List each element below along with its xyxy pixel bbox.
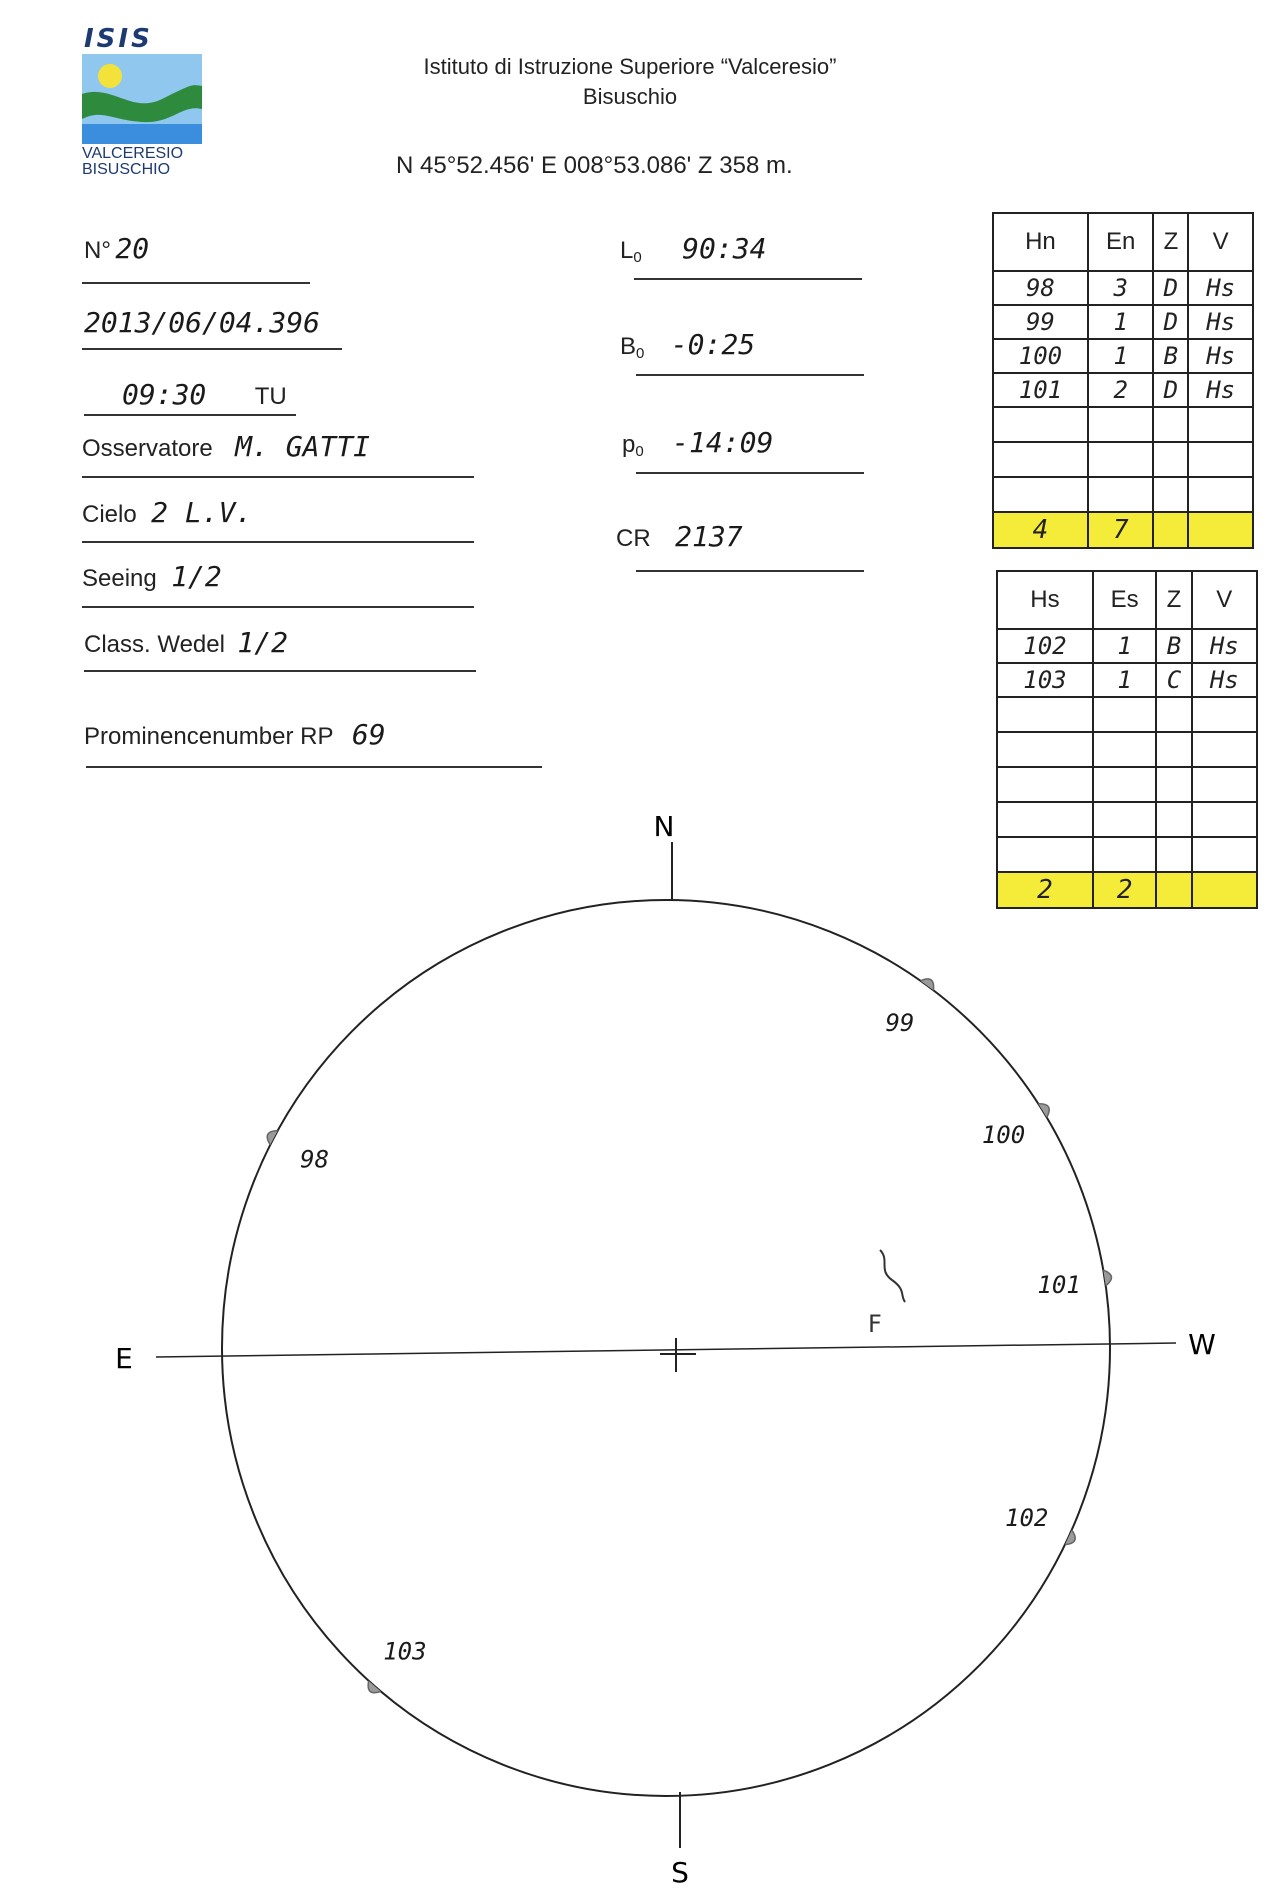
sky-field [82,496,252,529]
table-row: 98 3 D Hs [993,271,1253,305]
p0-field: $p_0$ -14:09 [622,426,774,461]
table-row: 100 1 B Hs [993,339,1253,373]
table-header: Z [1153,213,1188,271]
time-field [122,378,287,411]
underline [82,476,474,478]
date-value: 2013/06/04.396 [84,306,321,339]
table-header: V [1188,213,1253,271]
observer-value: M. GATTI [235,430,371,463]
prominence-mark [921,979,934,990]
underline [82,348,342,350]
prominence-mark [368,1681,381,1693]
prominence-layer [267,979,1111,1693]
wedel-field [84,626,288,659]
number-value: 20 [115,232,150,265]
prominence-value: 69 [351,718,386,751]
underline [636,570,864,572]
table-header: Es [1093,571,1156,629]
table-row: 102 1 B Hs [997,629,1257,663]
cr-field [616,520,743,553]
underline [86,766,542,768]
institute-name: Istituto di Istruzione Superiore “Valceresio” [423,54,837,79]
b0-label: B [620,333,637,360]
total-count: 2 [997,872,1093,908]
underline [636,374,864,376]
number-label: N° [84,237,111,264]
compass-east: E [115,1342,133,1375]
underline [636,472,864,474]
l0-field: $L_0$ 90:34 [620,232,767,267]
prominence-label: 103 [383,1637,427,1666]
institute-town: Bisuschio [582,84,678,109]
wedel-value: 1/2 [237,626,288,659]
prominence-mark [1038,1104,1049,1118]
underline [634,278,862,280]
table-header: V [1192,571,1257,629]
prominence-label: 99 [885,1008,915,1037]
table-row [993,442,1253,477]
table-header: En [1088,213,1154,271]
compass-north: N [653,810,675,843]
institute-header [300,52,960,112]
compass-west: W [1188,1328,1216,1361]
logo-icon [82,54,202,144]
prominence-label: 98 [300,1145,330,1174]
number-field [84,232,149,265]
prominence-mark [267,1131,278,1145]
filament-label: F [868,1310,882,1338]
wedel-label: Class. Wedel [84,631,225,658]
time-unit: TU [254,383,287,410]
table-row: 99 1 D Hs [993,305,1253,339]
sky-label: Cielo [82,501,137,528]
observer-label: Osservatore [82,435,213,462]
table-header: Hs [997,571,1093,629]
solar-limb [222,900,1110,1796]
prominence-label: 102 [1005,1503,1049,1532]
underline [82,606,474,608]
table-row [997,732,1257,767]
table-row [993,477,1253,512]
underline [84,670,476,672]
logo-caption: VALCERESIO BISUSCHIO [82,145,184,178]
seeing-field [82,560,222,593]
cr-label: CR [616,525,651,552]
sky-value: 2 L.V. [151,496,253,529]
underline [82,282,310,284]
total-sum: 2 [1093,872,1156,908]
table-row [997,697,1257,732]
table-row [993,407,1253,442]
seeing-label: Seeing [82,565,157,592]
b0-field: $B_0$ -0:25 [620,328,756,363]
station-coordinates: N 45°52.456' E 008°53.086' Z 358 m. [396,152,793,179]
time-value: 09:30 [122,378,207,411]
table-row: 103 1 C Hs [997,663,1257,697]
prominence-label: 100 [981,1120,1026,1149]
table-totals-row [993,512,1253,548]
l0-value: 90:34 [682,232,767,265]
prominence-label: 101 [1037,1271,1081,1300]
solar-disk-diagram [0,780,1280,1888]
l0-label: L [620,237,634,264]
logo-wordmark: ISIS [84,24,153,54]
filament-sketch [880,1250,905,1302]
table-row: 101 2 D Hs [993,373,1253,407]
observer-field [82,430,370,463]
underline [82,541,474,543]
compass-south: S [671,1856,689,1888]
underline [84,414,296,416]
total-count: 4 [993,512,1088,548]
prominence-field [84,718,386,751]
table-header: Z [1156,571,1191,629]
cr-value: 2137 [675,520,743,553]
b0-value: -0:25 [670,328,756,361]
p0-value: -14:09 [672,426,774,459]
seeing-value: 1/2 [171,560,222,593]
table-header: Hn [993,213,1088,271]
prominence-label: Prominencenumber RP [84,723,334,750]
north-prominence-table [992,212,1254,549]
p0-label: p [622,431,636,458]
total-sum: 7 [1088,512,1154,548]
